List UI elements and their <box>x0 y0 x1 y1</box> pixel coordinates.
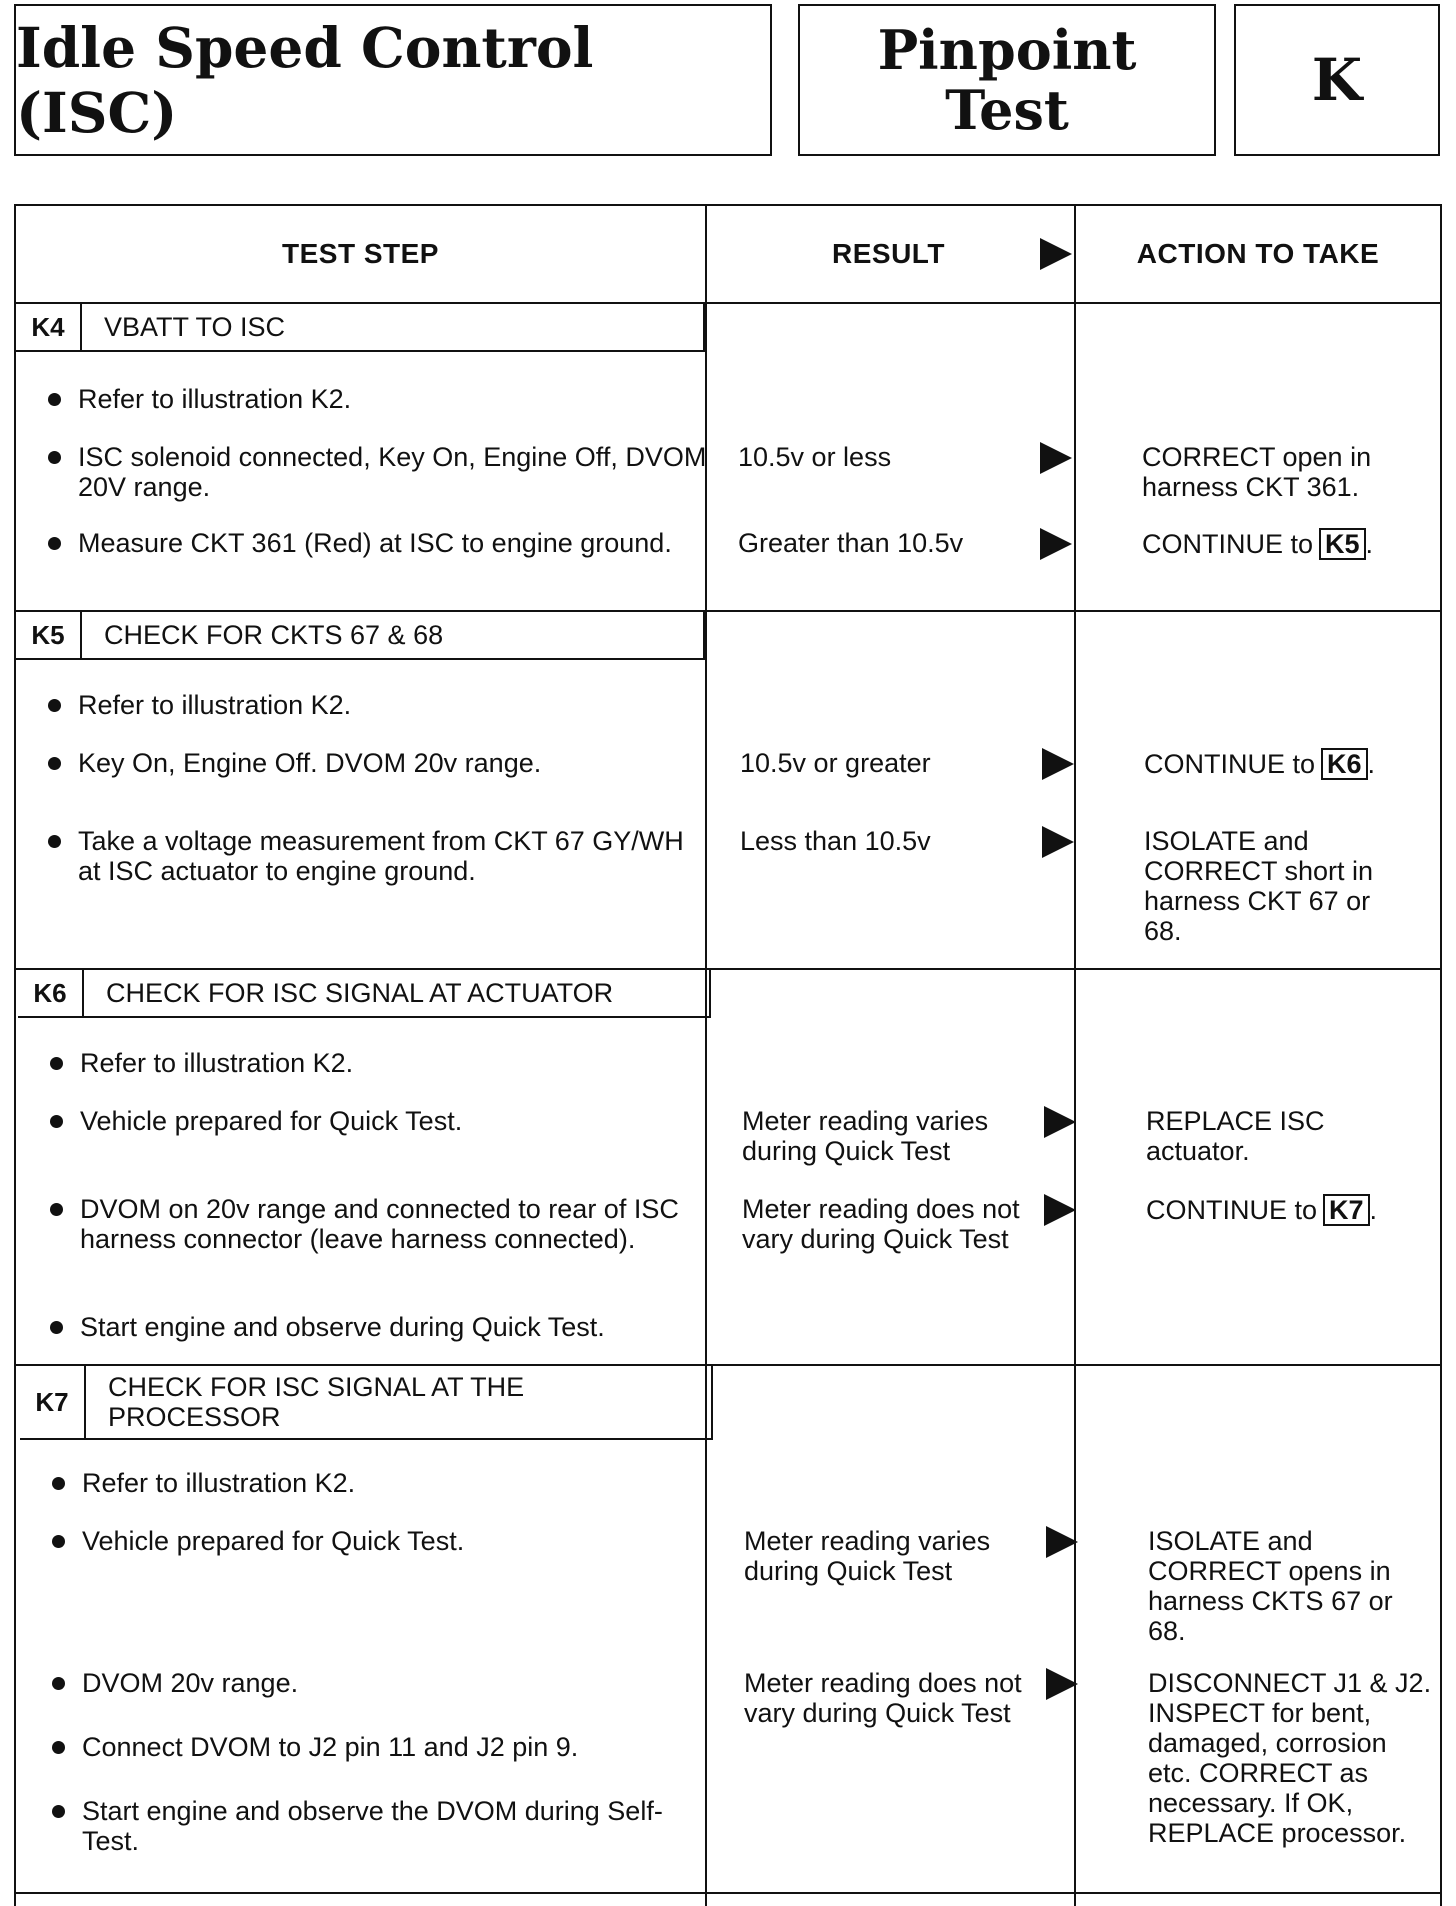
action-text: CONTINUE to K5 . <box>1142 529 1374 559</box>
step-bullet: Measure CKT 361 (Red) at ISC to engine ground. <box>48 528 718 558</box>
arrow-right-icon <box>1042 748 1074 780</box>
arrow-right-icon <box>1046 1526 1078 1558</box>
action-text: ISOLATE and CORRECT opens in harness CKTS 67 or 68. <box>1148 1526 1393 1646</box>
step-bullet: Vehicle prepared for Quick Test. <box>52 1526 722 1556</box>
step-title: CHECK FOR ISC SIGNAL AT THE PROCESSOR <box>108 1372 525 1432</box>
step-ref-k7[interactable]: K7 <box>1323 1194 1370 1226</box>
step-bullet: ISC solenoid connected, Key On, Engine Off, DVOM 20V range. <box>48 442 718 502</box>
step-bullet: DVOM on 20v range and connected to rear of ISC harness connector (leave harness connected). <box>50 1194 720 1254</box>
column-header-test-step: TEST STEP <box>282 238 439 269</box>
step-header <box>18 968 711 1018</box>
step-header <box>16 302 705 352</box>
result-text: 10.5v or greater <box>740 748 931 778</box>
step-bullet: Start engine and observe the DVOM during Self-Test. <box>52 1796 702 1856</box>
page-title: Idle Speed Control (ISC) <box>14 4 772 156</box>
step-id: K6 <box>18 970 84 1016</box>
step-ref-k5[interactable]: K5 <box>1319 528 1366 560</box>
step-id: K7 <box>20 1366 86 1438</box>
test-letter: K <box>1234 4 1440 156</box>
action-label: CONTINUE to <box>1146 1195 1318 1225</box>
action-text: CORRECT open in harness CKT 361. <box>1142 442 1372 502</box>
pinpoint-test-box <box>798 4 1216 156</box>
step-ref-k6[interactable]: K6 <box>1321 748 1368 780</box>
pinpoint-label: Pinpoint <box>877 18 1137 82</box>
column-header-action: ACTION TO TAKE <box>1136 238 1380 269</box>
action-text: ISOLATE and CORRECT short in harness CKT 67 or 68. <box>1144 826 1374 946</box>
result-text: 10.5v or less <box>738 442 892 472</box>
step-header <box>20 1364 713 1440</box>
result-text: Meter reading does not vary during Quick Test <box>742 1194 1020 1254</box>
step-bullet: Refer to illustration K2. <box>52 1468 722 1498</box>
result-text: Meter reading varies during Quick Test <box>744 1526 991 1586</box>
step-bullet: Vehicle prepared for Quick Test. <box>50 1106 720 1136</box>
step-title: CHECK FOR ISC SIGNAL AT ACTUATOR <box>106 978 614 1008</box>
result-text: Meter reading varies during Quick Test <box>742 1106 989 1166</box>
arrow-right-icon <box>1040 442 1072 474</box>
arrow-right-icon <box>1040 528 1072 560</box>
arrow-right-icon <box>1040 238 1072 270</box>
test-label: Test <box>945 78 1069 142</box>
step-bullet: Refer to illustration K2. <box>48 384 718 414</box>
step-bullet: Key On, Engine Off. DVOM 20v range. <box>48 748 718 778</box>
action-text: DISCONNECT J1 & J2. INSPECT for bent, damaged, corrosion etc. CORRECT as necessary. If OK, REPLACE processor. <box>1148 1668 1432 1848</box>
step-bullet: DVOM 20v range. <box>52 1668 722 1698</box>
arrow-right-icon <box>1042 826 1074 858</box>
column-header-result: RESULT <box>832 238 945 269</box>
step-bullet: Take a voltage measurement from CKT 67 GY/WH at ISC actuator to engine ground. <box>48 826 698 886</box>
result-text: Less than 10.5v <box>740 826 931 856</box>
step-bullet: Connect DVOM to J2 pin 11 and J2 pin 9. <box>52 1732 722 1762</box>
action-text: CONTINUE to K6 . <box>1144 749 1376 779</box>
step-bullet: Refer to illustration K2. <box>50 1048 720 1078</box>
step-bullet: Refer to illustration K2. <box>48 690 718 720</box>
step-header <box>16 610 705 660</box>
action-label: CONTINUE to <box>1142 529 1314 559</box>
arrow-right-icon <box>1044 1194 1076 1226</box>
action-text: CONTINUE to K7 . <box>1146 1195 1378 1225</box>
result-text: Meter reading does not vary during Quick Test <box>744 1668 1022 1728</box>
step-bullet: Start engine and observe during Quick Test. <box>50 1312 720 1342</box>
step-title: VBATT TO ISC <box>104 312 286 342</box>
action-text: REPLACE ISC actuator. <box>1146 1106 1325 1166</box>
arrow-right-icon <box>1044 1106 1076 1138</box>
result-text: Greater than 10.5v <box>738 528 964 558</box>
arrow-right-icon <box>1046 1668 1078 1700</box>
step-id: K5 <box>16 612 82 658</box>
step-title: CHECK FOR CKTS 67 & 68 <box>104 620 444 650</box>
action-label: CONTINUE to <box>1144 749 1316 779</box>
step-id: K4 <box>16 304 82 350</box>
